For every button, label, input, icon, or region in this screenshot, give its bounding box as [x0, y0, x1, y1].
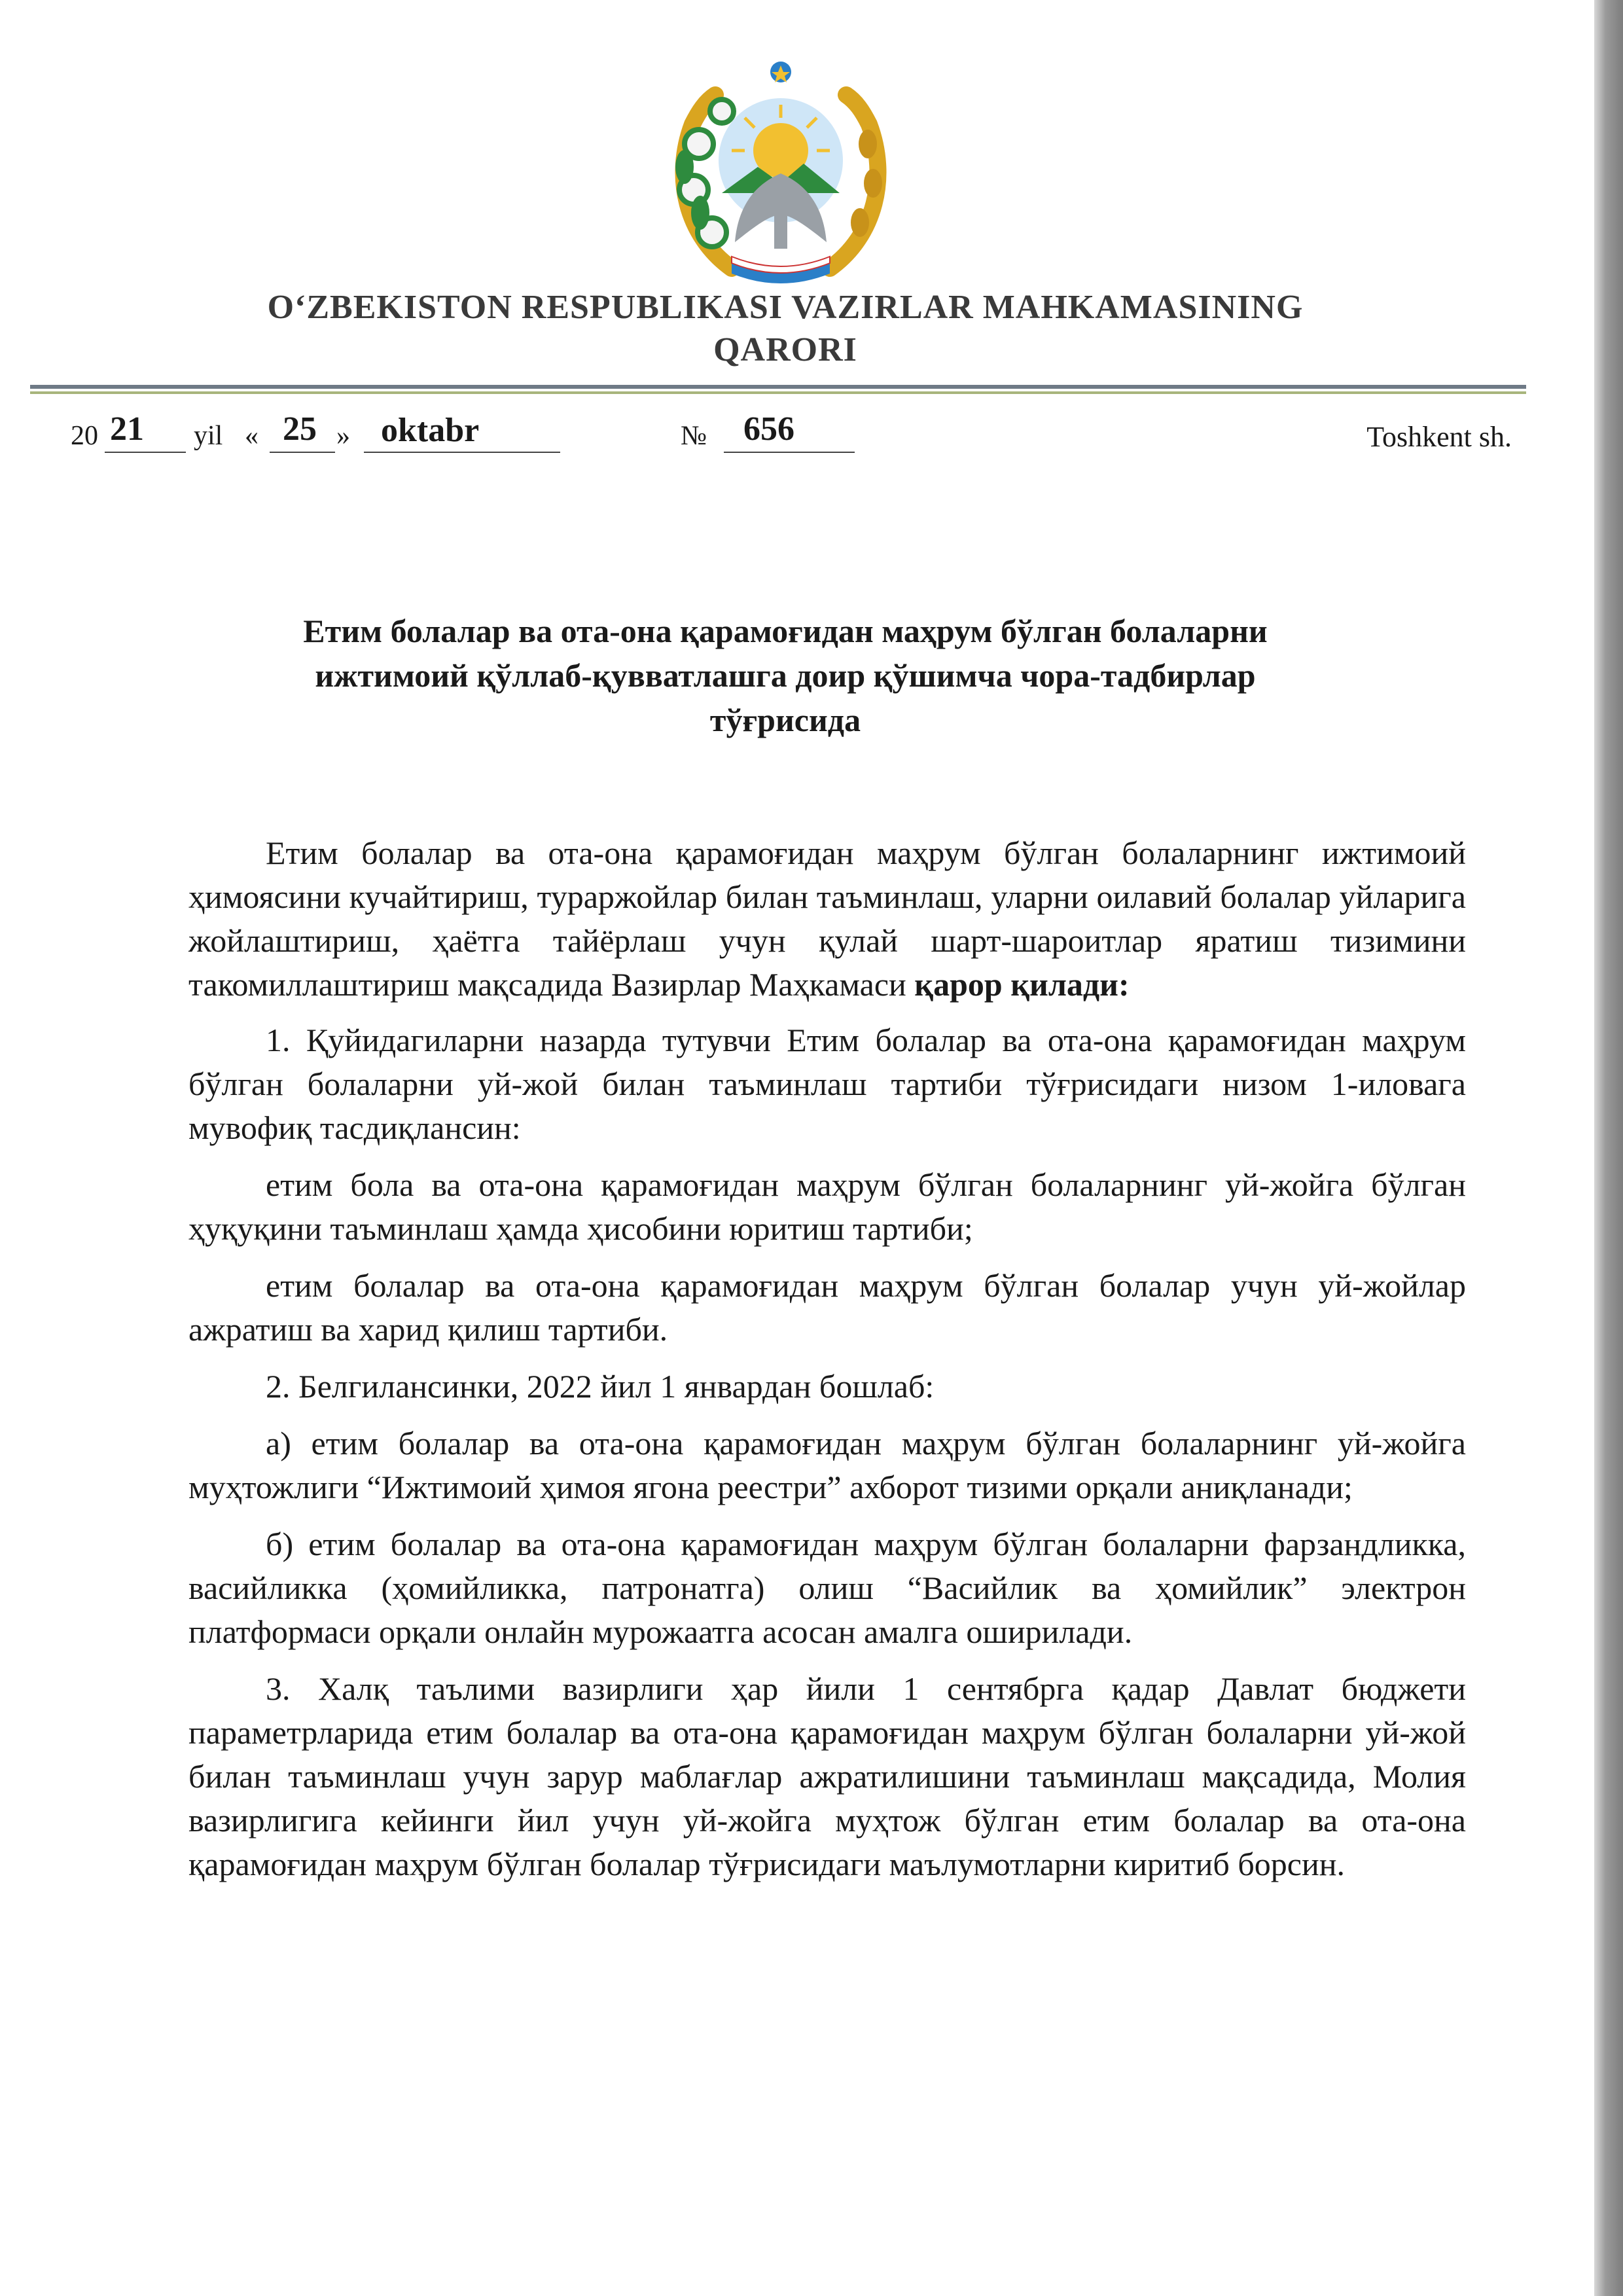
title-line: Етим болалар ва ота-она қарамоғидан маҳрум бўлган болаларни: [303, 613, 1268, 649]
title-line: тўғрисида: [709, 702, 861, 738]
city-label: Toshkent sh.: [1366, 421, 1512, 453]
year-suffix: 21: [110, 410, 144, 448]
decree-number: 656: [743, 410, 794, 448]
day-value: 25: [283, 410, 317, 448]
header-title: O‘ZBEKISTON RESPUBLIKASI VAZIRLAR MAHKAMASINING: [267, 289, 1304, 326]
intro-bold: қарор қилади:: [914, 966, 1130, 1003]
year-prefix: 20: [71, 421, 98, 451]
decree-title: [170, 609, 1400, 742]
quote-close: »: [336, 421, 350, 451]
intro-paragraph: Етим болалар ва ота-она қарамоғидан маҳрум бўлган болаларнинг ижтимоий ҳимоясини кучайтириш, тураржойлар билан таъминлаш, уларни оилавий болалар уйларига жойлаштириш, ҳаётга тайёрлаш учун қулай шарт-шароитлар яратиш тизимини такомиллаштириш мақсадида Вазирлар Маҳкамаси қарор қилади:: [188, 834, 1466, 1003]
title-line: ижтимоий қўллаб-қувватлашга доир қўшимча чора-тадбирлар: [315, 657, 1256, 694]
paragraph-1a: етим бола ва ота-она қарамоғидан маҳрум бўлган болаларнинг уй-жойга бўлган ҳуқуқини таъминлаш ҳамда ҳисобини юритиш тартиби;: [188, 1166, 1466, 1247]
header-rule-accent: [30, 391, 1526, 394]
yil-label: yil: [194, 421, 223, 451]
paragraph-3: 3. Халқ таълими вазирлиги ҳар йили 1 сентябрга қадар Давлат бюджети параметрларида етим болалар ва ота-она қарамоғидан маҳрум бўлган болаларни уй-жой билан таъминлаш учун зарур маблағлар ажратилишини таъминлаш мақсадида, Молия вазирлигига кейинги йил учун уй-жойга муҳтож бўлган етим болалар ва ота-она қарамоғидан маҳрум бўлган болалар тўғрисидаги маълумотларни киритиб борсин.: [188, 1670, 1466, 1882]
number-label: №: [681, 421, 707, 451]
quote-open: «: [245, 421, 259, 451]
decree-meta-row: [0, 406, 1571, 458]
header-subtitle: QARORI: [713, 331, 857, 368]
paragraph-1: 1. Қуйидагиларни назарда тутувчи Етим болалар ва ота-она қарамоғидан маҳрум бўлган болаларни уй-жой билан таъминлаш тартиби тўғрисидаги низом 1-иловага мувофиқ тасдиқлансин:: [188, 1022, 1466, 1146]
decree-body: [188, 831, 1466, 1899]
paragraph-1b: етим болалар ва ота-она қарамоғидан маҳрум бўлган болалар учун уй-жойлар ажратиш ва харид қилиш тартиби.: [188, 1267, 1466, 1348]
paragraph-2a: а) етим болалар ва ота-она қарамоғидан маҳрум бўлган болаларнинг уй-жойга муҳтожлиги “Ижтимоий ҳимоя ягона реестри” ахборот тизими орқали аниқланади;: [188, 1425, 1466, 1505]
month-value: oktabr: [381, 412, 480, 449]
paragraph-2b: б) етим болалар ва ота-она қарамоғидан маҳрум бўлган болаларни фарзандликка, васийликка (ҳомийликка, патронатга) олиш “Васийлик ва ҳомийлик” электрон платформаси орқали онлайн мурожаатга асосан амалга оширилади.: [188, 1526, 1466, 1650]
paragraph-2: 2. Белгилансинки, 2022 йил 1 январдан бошлаб:: [266, 1368, 935, 1405]
header-rule: [30, 385, 1526, 389]
scan-edge-shadow: [1594, 0, 1623, 2296]
state-emblem-icon: [660, 52, 902, 288]
